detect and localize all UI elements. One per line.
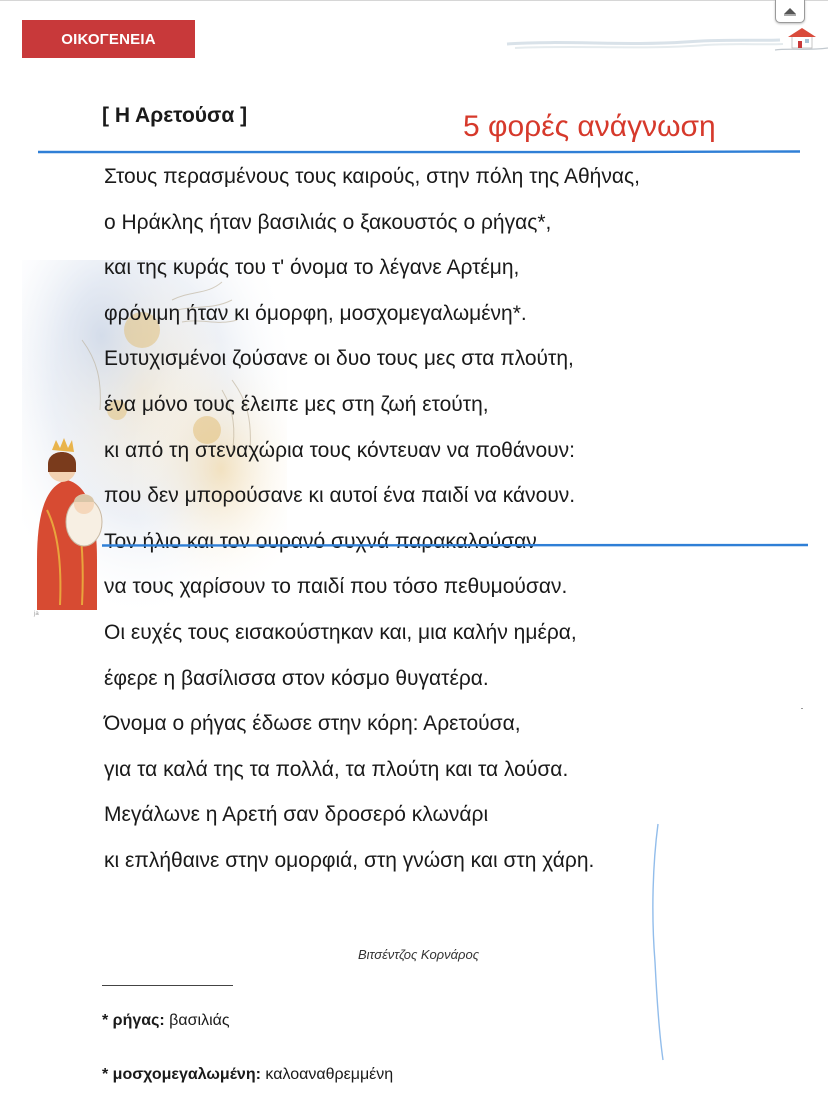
poem-line: για τα καλά της τα πολλά, τα πλούτη και τα λούσα.: [104, 757, 569, 781]
chapter-tab: [22, 20, 195, 58]
poem-line: κι επλήθαινε στην ομορφιά, στη γνώση και στη χάρη.: [104, 848, 595, 872]
house-icon: [775, 28, 828, 50]
scan-speck: [801, 708, 803, 709]
footnote-term: * ρήγας:: [102, 1012, 165, 1029]
footnote: [102, 1012, 230, 1030]
pen-stroke-mark: [643, 822, 673, 1062]
poem-line: Ευτυχισμένοι ζούσανε οι δυο τους μες στα πλούτη,: [104, 347, 574, 371]
poem-line: που δεν μπορούσανε κι αυτοί ένα παιδί να κάνουν.: [104, 484, 576, 508]
footnote-definition: καλοαναθρεμμένη: [260, 1066, 394, 1083]
poem-body: [104, 160, 640, 890]
footnote-definition: βασιλιάς: [164, 1012, 230, 1029]
poem-line: να τους χαρίσουν το παιδί που τόσο πεθυμούσαν.: [104, 575, 568, 599]
chapter-label: ΟΙΚΟΓΕΝΕΙΑ: [61, 30, 156, 48]
poem-line: ο Ηράκλης ήταν βασιλιάς ο ξακουστός ο ρήγας*,: [104, 210, 552, 234]
poem-line: έφερε η βασίλισσα στον κόσμο θυγατέρα.: [104, 666, 489, 690]
poem-line: και της κυράς του τ' όνομα το λέγανε Αρτέμη,: [104, 256, 520, 280]
poem-author: Βιτσέντζος Κορνάρος: [358, 947, 480, 962]
svg-text:ja: ja: [34, 611, 39, 617]
footnote-term: * μοσχομεγαλωμένη:: [102, 1066, 261, 1083]
handwritten-note: 5 φορές ανάγνωση: [463, 110, 716, 143]
header-decoration: [505, 26, 828, 56]
footnote-separator: [102, 985, 233, 986]
top-border: [0, 0, 828, 1]
poem-line: Στους περασμένους τους καιρούς, στην πόλη της Αθήνας,: [104, 165, 640, 188]
scroll-top-button[interactable]: [775, 0, 805, 23]
highlight-line-middle: [102, 543, 808, 548]
highlight-line-top: [38, 150, 800, 154]
poem-line: Όνομα ο ρήγας έδωσε στην κόρη: Αρετούσα,: [104, 712, 521, 736]
poem-line: κι από τη στεναχώρια τους κόντευαν να ποθάνουν:: [104, 438, 575, 462]
poem-line: Τον ήλιο και τον ουρανό συχνά παρακαλούσαν: [104, 529, 537, 553]
poem-line: φρόνιμη ήταν κι όμορφη, μοσχομεγαλωμένη*.: [104, 301, 527, 325]
poem-title: [ Η Αρετούσα ]: [102, 104, 248, 127]
poem-line: Μεγάλωνε η Αρετή σαν δροσερό κλωνάρι: [104, 803, 489, 827]
triangle-up-icon: [782, 6, 798, 16]
footnote: [102, 1066, 393, 1084]
poem-line: ένα μόνο τους έλειπε μες στη ζωή ετούτη,: [104, 392, 489, 416]
poem-line: Οι ευχές τους εισακούστηκαν και, μια καλήν ημέρα,: [104, 620, 577, 644]
